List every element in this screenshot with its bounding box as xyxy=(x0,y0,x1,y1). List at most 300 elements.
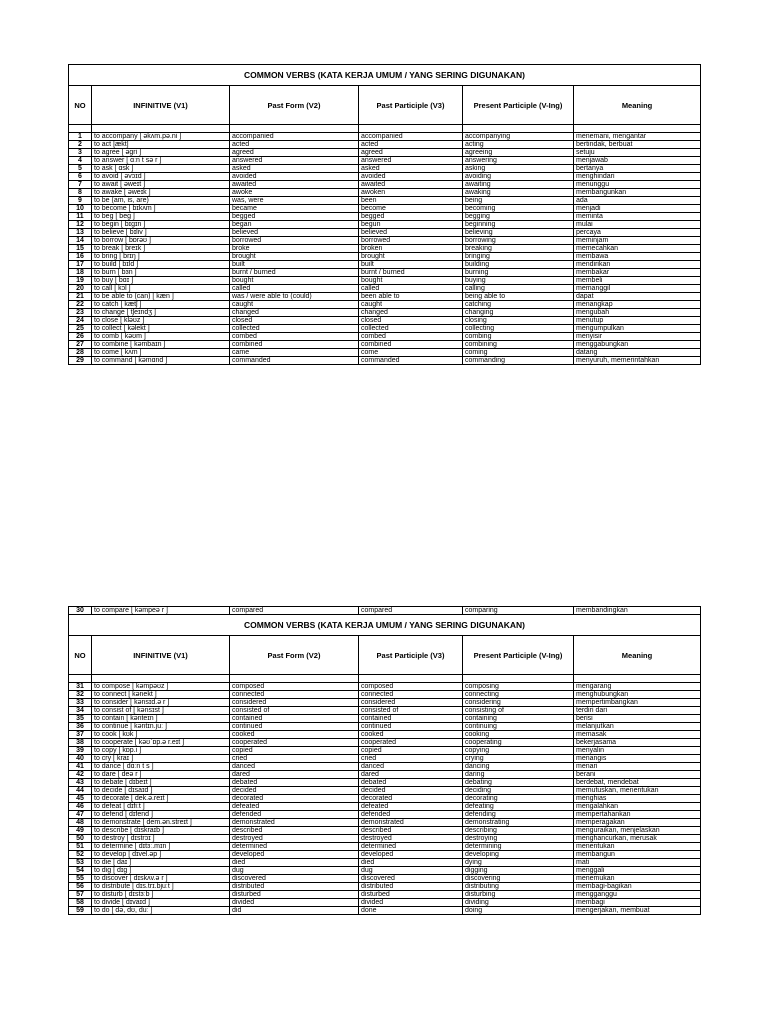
header-past-participle: Past Participle (V3) xyxy=(359,86,463,125)
cell-infinitive: to distribute [ dɪs.trɪ.bjuːt ] xyxy=(92,883,230,891)
table-row xyxy=(69,763,701,771)
cell-meaning: menggabungkan xyxy=(574,341,701,349)
cell-infinitive: to catch [ kætʃ ] xyxy=(92,301,230,309)
cell-past-form: dared xyxy=(230,771,359,779)
cell-past-participle: debated xyxy=(359,779,463,787)
table-row xyxy=(69,285,701,293)
cell-infinitive: to discover [ dɪskʌv.ə r ] xyxy=(92,875,230,883)
cell-meaning: menjadi xyxy=(574,205,701,213)
cell-meaning: terdiri dari xyxy=(574,707,701,715)
cell-present-participle: cooking xyxy=(463,731,574,739)
cell-past-form: called xyxy=(230,285,359,293)
cell-meaning: setuju xyxy=(574,149,701,157)
row-number: 53 xyxy=(69,859,92,867)
cell-past-form: connected xyxy=(230,691,359,699)
cell-past-form: dug xyxy=(230,867,359,875)
cell-past-form: combed xyxy=(230,333,359,341)
row-number: 37 xyxy=(69,731,92,739)
row-number: 32 xyxy=(69,691,92,699)
cell-present-participle: building xyxy=(463,261,574,269)
cell-infinitive: to divide [ dɪvaɪd ] xyxy=(92,899,230,907)
cell-present-participle: daring xyxy=(463,771,574,779)
cell-meaning: menghubungkan xyxy=(574,691,701,699)
cell-present-participle: breaking xyxy=(463,245,574,253)
table-row xyxy=(69,803,701,811)
row-number: 5 xyxy=(69,165,92,173)
header-meaning: Meaning xyxy=(574,86,701,125)
cell-past-participle: cried xyxy=(359,755,463,763)
header-present-participle: Present Participle (V-Ing) xyxy=(463,86,574,125)
table-title: COMMON VERBS (KATA KERJA UMUM / YANG SERING DIGUNAKAN) xyxy=(69,615,701,636)
cell-past-form: broke xyxy=(230,245,359,253)
table-row xyxy=(69,731,701,739)
cell-present-participle: bringing xyxy=(463,253,574,261)
cell-meaning: mengarang xyxy=(574,683,701,691)
cell-past-participle: compared xyxy=(359,607,463,615)
cell-meaning: memutuskan, menentukan xyxy=(574,787,701,795)
cell-present-participle: accompanying xyxy=(463,133,574,141)
cell-infinitive: to determine [ dɪtɜː.mɪn ] xyxy=(92,843,230,851)
cell-infinitive: to dance [ dɑːn t s ] xyxy=(92,763,230,771)
table-title: COMMON VERBS (KATA KERJA UMUM / YANG SERING DIGUNAKAN) xyxy=(69,65,701,86)
cell-infinitive: to believe [ bɪliv ] xyxy=(92,229,230,237)
cell-past-form: decorated xyxy=(230,795,359,803)
cell-meaning: meminta xyxy=(574,213,701,221)
table-row xyxy=(69,843,701,851)
cell-meaning: membakar xyxy=(574,269,701,277)
cell-present-participle: dancing xyxy=(463,763,574,771)
cell-infinitive: to die [ daɪ ] xyxy=(92,859,230,867)
cell-infinitive: to awake [ əweɪk ] xyxy=(92,189,230,197)
table-row xyxy=(69,189,701,197)
header-past-form: Past Form (V2) xyxy=(230,636,359,675)
cell-infinitive: to defend [ dɪfend ] xyxy=(92,811,230,819)
cell-meaning: ada xyxy=(574,197,701,205)
cell-present-participle: catching xyxy=(463,301,574,309)
cell-present-participle: discovering xyxy=(463,875,574,883)
cell-infinitive: to become [ bɪkʌm ] xyxy=(92,205,230,213)
table-row xyxy=(69,269,701,277)
cell-past-participle: combed xyxy=(359,333,463,341)
cell-present-participle: demonstrating xyxy=(463,819,574,827)
cell-infinitive: to buy [ bɑɪ ] xyxy=(92,277,230,285)
cell-past-participle: combined xyxy=(359,341,463,349)
row-number: 46 xyxy=(69,803,92,811)
table-row xyxy=(69,859,701,867)
cell-present-participle: destroying xyxy=(463,835,574,843)
cell-past-form: borrowed xyxy=(230,237,359,245)
cell-past-participle: cooperated xyxy=(359,739,463,747)
cell-past-participle: built xyxy=(359,261,463,269)
row-number: 40 xyxy=(69,755,92,763)
table-row xyxy=(69,883,701,891)
header-infinitive: INFINITIVE (V1) xyxy=(92,636,230,675)
cell-meaning: berisi xyxy=(574,715,701,723)
cell-present-participle: commanding xyxy=(463,357,574,365)
cell-present-participle: beginning xyxy=(463,221,574,229)
cell-present-participle: determining xyxy=(463,843,574,851)
row-number: 31 xyxy=(69,683,92,691)
cell-past-participle: consisted of xyxy=(359,707,463,715)
cell-meaning: dapat xyxy=(574,293,701,301)
row-number: 3 xyxy=(69,149,92,157)
cell-meaning: menghias xyxy=(574,795,701,803)
table-row xyxy=(69,891,701,899)
row-number: 19 xyxy=(69,277,92,285)
cell-past-participle: demonstrated xyxy=(359,819,463,827)
cell-past-participle: answered xyxy=(359,157,463,165)
cell-meaning: datang xyxy=(574,349,701,357)
cell-infinitive: to consist of [ kənsɪst ] xyxy=(92,707,230,715)
row-number: 16 xyxy=(69,253,92,261)
cell-infinitive: to compare [ kəmpeə r ] xyxy=(92,607,230,615)
cell-infinitive: to await [ əweɪt ] xyxy=(92,181,230,189)
table-row xyxy=(69,723,701,731)
cell-meaning: mengerjakan, membuat xyxy=(574,907,701,915)
cell-past-form: came xyxy=(230,349,359,357)
cell-past-participle: commanded xyxy=(359,357,463,365)
cell-meaning: menentukan xyxy=(574,843,701,851)
cell-present-participle: being able to xyxy=(463,293,574,301)
cell-past-participle: closed xyxy=(359,317,463,325)
table-row xyxy=(69,715,701,723)
cell-present-participle: comparing xyxy=(463,607,574,615)
cell-past-participle: destroyed xyxy=(359,835,463,843)
cell-meaning: menguraikan, menjelaskan xyxy=(574,827,701,835)
cell-meaning: menemani, mengantar xyxy=(574,133,701,141)
cell-present-participle: defeating xyxy=(463,803,574,811)
row-number: 30 xyxy=(69,607,92,615)
row-number: 25 xyxy=(69,325,92,333)
cell-infinitive: to be able to (can) [ kæn ] xyxy=(92,293,230,301)
cell-past-participle: become xyxy=(359,205,463,213)
table-row xyxy=(69,899,701,907)
cell-past-form: changed xyxy=(230,309,359,317)
cell-past-form: discovered xyxy=(230,875,359,883)
table-title-row xyxy=(69,615,701,636)
cell-past-form: cooperated xyxy=(230,739,359,747)
cell-past-form: cooked xyxy=(230,731,359,739)
table-row xyxy=(69,197,701,205)
table-row xyxy=(69,907,701,915)
row-number: 50 xyxy=(69,835,92,843)
cell-past-participle: changed xyxy=(359,309,463,317)
cell-infinitive: to bring [ brɪŋ ] xyxy=(92,253,230,261)
table-row xyxy=(69,141,701,149)
cell-meaning: menghindari xyxy=(574,173,701,181)
cell-past-form: was, were xyxy=(230,197,359,205)
cell-past-form: distributed xyxy=(230,883,359,891)
cell-past-form: was / were able to (could) xyxy=(230,293,359,301)
cell-present-participle: combing xyxy=(463,333,574,341)
row-number: 22 xyxy=(69,301,92,309)
table-row xyxy=(69,253,701,261)
table-row xyxy=(69,165,701,173)
cell-past-form: brought xyxy=(230,253,359,261)
table-row xyxy=(69,691,701,699)
cell-meaning: memperagakan xyxy=(574,819,701,827)
cell-infinitive: to compose [ kəmpəʊz ] xyxy=(92,683,230,691)
cell-meaning: menyuruh, memerintahkan xyxy=(574,357,701,365)
cell-present-participle: coming xyxy=(463,349,574,357)
table-row xyxy=(69,221,701,229)
row-number: 44 xyxy=(69,787,92,795)
verbs-table-2 xyxy=(68,606,701,915)
cell-meaning: menunggu xyxy=(574,181,701,189)
row-number: 33 xyxy=(69,699,92,707)
row-number: 23 xyxy=(69,309,92,317)
header-meaning: Meaning xyxy=(574,636,701,675)
cell-past-form: destroyed xyxy=(230,835,359,843)
cell-past-participle: decorated xyxy=(359,795,463,803)
row-number: 41 xyxy=(69,763,92,771)
cell-present-participle: believing xyxy=(463,229,574,237)
row-number: 24 xyxy=(69,317,92,325)
row-number: 54 xyxy=(69,867,92,875)
cell-infinitive: to describe [ dɪskraɪb ] xyxy=(92,827,230,835)
cell-past-form: demonstrated xyxy=(230,819,359,827)
cell-present-participle: distributing xyxy=(463,883,574,891)
cell-present-participle: describing xyxy=(463,827,574,835)
cell-meaning: meminjam xyxy=(574,237,701,245)
cell-infinitive: to ask [ ɑsk ] xyxy=(92,165,230,173)
cell-past-participle: dug xyxy=(359,867,463,875)
cell-meaning: percaya xyxy=(574,229,701,237)
row-number: 29 xyxy=(69,357,92,365)
cell-past-form: determined xyxy=(230,843,359,851)
row-number: 58 xyxy=(69,899,92,907)
cell-past-participle: come xyxy=(359,349,463,357)
cell-meaning: mendirikan xyxy=(574,261,701,269)
table-row xyxy=(69,835,701,843)
cell-past-participle: agreed xyxy=(359,149,463,157)
table-row xyxy=(69,683,701,691)
cell-past-form: accompanied xyxy=(230,133,359,141)
table-row xyxy=(69,819,701,827)
cell-infinitive: to command [ kəmɑnd ] xyxy=(92,357,230,365)
table-row xyxy=(69,309,701,317)
cell-present-participle: composing xyxy=(463,683,574,691)
cell-past-participle: acted xyxy=(359,141,463,149)
cell-past-participle: broken xyxy=(359,245,463,253)
table-row xyxy=(69,875,701,883)
cell-past-participle: cooked xyxy=(359,731,463,739)
table-row xyxy=(69,229,701,237)
spacer-row xyxy=(69,125,701,133)
row-number: 45 xyxy=(69,795,92,803)
table-row xyxy=(69,213,701,221)
cell-past-participle: determined xyxy=(359,843,463,851)
table-row xyxy=(69,237,701,245)
table-row xyxy=(69,149,701,157)
header-no: NO xyxy=(69,636,92,675)
row-number: 2 xyxy=(69,141,92,149)
cell-present-participle: digging xyxy=(463,867,574,875)
table-row xyxy=(69,607,701,615)
row-number: 43 xyxy=(69,779,92,787)
cell-meaning: memasak xyxy=(574,731,701,739)
cell-past-form: developed xyxy=(230,851,359,859)
cell-meaning: menjawab xyxy=(574,157,701,165)
cell-past-participle: asked xyxy=(359,165,463,173)
cell-present-participle: acting xyxy=(463,141,574,149)
cell-meaning: mati xyxy=(574,859,701,867)
cell-past-form: defended xyxy=(230,811,359,819)
table-row xyxy=(69,811,701,819)
table-row xyxy=(69,133,701,141)
cell-present-participle: consisting of xyxy=(463,707,574,715)
row-number: 36 xyxy=(69,723,92,731)
cell-infinitive: to contain [ kənteɪn ] xyxy=(92,715,230,723)
row-number: 8 xyxy=(69,189,92,197)
spacer-row xyxy=(69,675,701,683)
cell-past-form: asked xyxy=(230,165,359,173)
row-number: 48 xyxy=(69,819,92,827)
cell-present-participle: calling xyxy=(463,285,574,293)
cell-past-form: compared xyxy=(230,607,359,615)
cell-present-participle: awaking xyxy=(463,189,574,197)
row-number: 20 xyxy=(69,285,92,293)
verbs-table-1 xyxy=(68,64,701,365)
cell-past-form: commanded xyxy=(230,357,359,365)
cell-meaning: menangkap xyxy=(574,301,701,309)
cell-meaning: membagi xyxy=(574,899,701,907)
row-number: 56 xyxy=(69,883,92,891)
cell-past-participle: copied xyxy=(359,747,463,755)
cell-meaning: menyalin xyxy=(574,747,701,755)
row-number: 15 xyxy=(69,245,92,253)
cell-meaning: mengumpulkan xyxy=(574,325,701,333)
cell-past-form: continued xyxy=(230,723,359,731)
cell-present-participle: avoiding xyxy=(463,173,574,181)
cell-past-participle: accompanied xyxy=(359,133,463,141)
row-number: 51 xyxy=(69,843,92,851)
cell-infinitive: to be (am, is, are) xyxy=(92,197,230,205)
cell-past-participle: been xyxy=(359,197,463,205)
cell-past-participle: continued xyxy=(359,723,463,731)
cell-past-participle: awaited xyxy=(359,181,463,189)
cell-present-participle: disturbing xyxy=(463,891,574,899)
cell-past-form: agreed xyxy=(230,149,359,157)
row-number: 12 xyxy=(69,221,92,229)
row-number: 55 xyxy=(69,875,92,883)
table-row xyxy=(69,341,701,349)
row-number: 4 xyxy=(69,157,92,165)
row-number: 52 xyxy=(69,851,92,859)
cell-present-participle: becoming xyxy=(463,205,574,213)
cell-past-participle: brought xyxy=(359,253,463,261)
cell-present-participle: defending xyxy=(463,811,574,819)
cell-meaning: membandingkan xyxy=(574,607,701,615)
cell-past-form: divided xyxy=(230,899,359,907)
cell-past-participle: caught xyxy=(359,301,463,309)
cell-infinitive: to cooperate [ kəʊˈɒp.ə r.eɪt ] xyxy=(92,739,230,747)
cell-past-form: burnt / burned xyxy=(230,269,359,277)
cell-past-participle: begun xyxy=(359,221,463,229)
cell-past-form: consisted of xyxy=(230,707,359,715)
cell-meaning: bertanya xyxy=(574,165,701,173)
cell-meaning: menari xyxy=(574,763,701,771)
row-number: 57 xyxy=(69,891,92,899)
cell-past-participle: composed xyxy=(359,683,463,691)
row-number: 26 xyxy=(69,333,92,341)
table-row xyxy=(69,699,701,707)
cell-meaning: mengganggu xyxy=(574,891,701,899)
cell-meaning: mulai xyxy=(574,221,701,229)
cell-past-participle: considered xyxy=(359,699,463,707)
cell-past-participle: been able to xyxy=(359,293,463,301)
cell-present-participle: containing xyxy=(463,715,574,723)
cell-past-form: acted xyxy=(230,141,359,149)
cell-present-participle: answering xyxy=(463,157,574,165)
cell-past-form: copied xyxy=(230,747,359,755)
row-number: 38 xyxy=(69,739,92,747)
cell-infinitive: to dig [ dɪg ] xyxy=(92,867,230,875)
table-row xyxy=(69,747,701,755)
cell-past-participle: done xyxy=(359,907,463,915)
cell-past-participle: awoken xyxy=(359,189,463,197)
cell-meaning: berdebat, mendebat xyxy=(574,779,701,787)
cell-past-form: disturbed xyxy=(230,891,359,899)
cell-infinitive: to destroy [ dɪstrɔɪ ] xyxy=(92,835,230,843)
cell-present-participle: crying xyxy=(463,755,574,763)
table-row xyxy=(69,325,701,333)
table-row xyxy=(69,787,701,795)
cell-past-participle: divided xyxy=(359,899,463,907)
cell-meaning: membeli xyxy=(574,277,701,285)
cell-past-participle: discovered xyxy=(359,875,463,883)
cell-present-participle: changing xyxy=(463,309,574,317)
cell-past-participle: developed xyxy=(359,851,463,859)
table-row xyxy=(69,205,701,213)
cell-infinitive: to borrow [ bɒrəʊ ] xyxy=(92,237,230,245)
cell-meaning: menghancurkan, merusak xyxy=(574,835,701,843)
cell-meaning: melanjutkan xyxy=(574,723,701,731)
cell-present-participle: deciding xyxy=(463,787,574,795)
cell-present-participle: burning xyxy=(463,269,574,277)
cell-past-participle: burnt / burned xyxy=(359,269,463,277)
cell-present-participle: copying xyxy=(463,747,574,755)
cell-infinitive: to do [ də, dʊ, duː ] xyxy=(92,907,230,915)
cell-past-form: answered xyxy=(230,157,359,165)
table-title-row xyxy=(69,65,701,86)
cell-meaning: mempertimbangkan xyxy=(574,699,701,707)
cell-meaning: menemukan xyxy=(574,875,701,883)
cell-present-participle: agreeing xyxy=(463,149,574,157)
row-number: 28 xyxy=(69,349,92,357)
cell-present-participle: continuing xyxy=(463,723,574,731)
cell-present-participle: asking xyxy=(463,165,574,173)
cell-past-form: danced xyxy=(230,763,359,771)
cell-past-form: bought xyxy=(230,277,359,285)
row-number: 47 xyxy=(69,811,92,819)
row-number: 27 xyxy=(69,341,92,349)
cell-infinitive: to beg [ beg ] xyxy=(92,213,230,221)
cell-past-form: died xyxy=(230,859,359,867)
cell-meaning: mengubah xyxy=(574,309,701,317)
table-row xyxy=(69,157,701,165)
cell-past-form: described xyxy=(230,827,359,835)
cell-past-form: avoided xyxy=(230,173,359,181)
cell-infinitive: to come [ kʌm ] xyxy=(92,349,230,357)
cell-past-form: closed xyxy=(230,317,359,325)
cell-past-participle: dared xyxy=(359,771,463,779)
table-row xyxy=(69,827,701,835)
table-row xyxy=(69,173,701,181)
cell-past-form: defeated xyxy=(230,803,359,811)
cell-infinitive: to avoid [ əvɔɪd ] xyxy=(92,173,230,181)
row-number: 13 xyxy=(69,229,92,237)
